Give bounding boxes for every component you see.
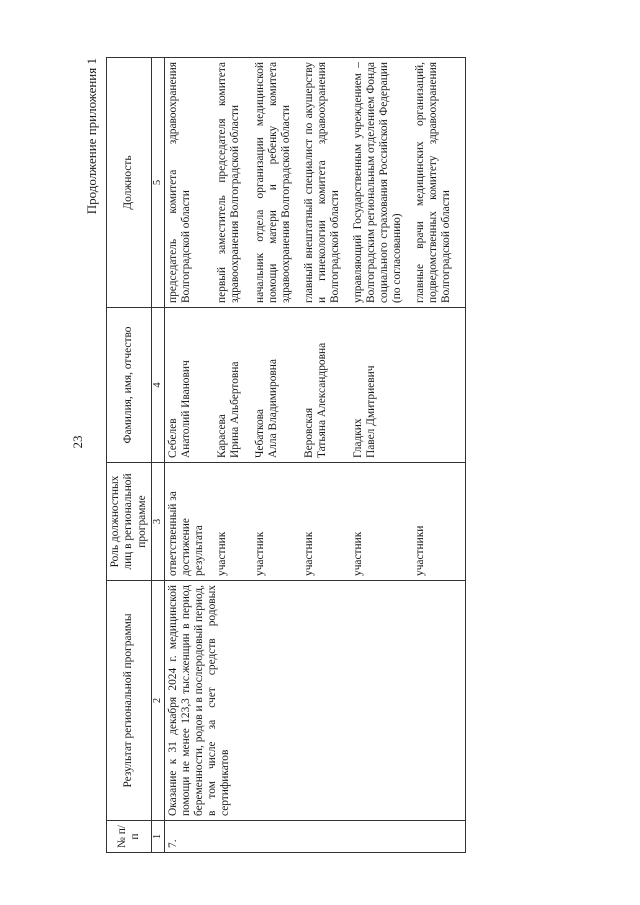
position-text: начальник отдела организации медицинской помощи матери и ребенку комитета здравоохранения Волгоградской области [254,62,293,303]
role-text: участники [414,525,426,576]
page-number: 23 [70,435,85,449]
table-row [165,58,466,853]
row-result: Оказание к 31 декабря 2024 г. медицинской помощи не менее 123,3 тыс.женщин в период беременности, родов и в послеродовый период, в том числе за счет средств родовых сертификатов [165,581,466,821]
column-number: 4 [152,308,165,463]
role-text: участник [216,531,228,576]
header-number: № п/п [107,821,152,853]
table-header-row [107,58,152,853]
header-role: Роль должностных лиц в региональной программе [107,463,152,581]
position-text: главный внештатный специалист по акушерству и гинекологии комитета здравоохранения Волгоградской области [303,62,342,303]
role-text: участник [254,531,266,576]
position-text: управляющий Государственным учреждением – Волгоградским региональным отделением Фонда социального страхования Российской Федерации (по согласованию) [352,62,404,303]
document-sheet [82,58,622,853]
header-result: Результат региональной программы [107,581,152,821]
person-surname: Чебаткова [254,409,266,458]
column-number: 2 [152,581,165,821]
person-given-name: Ирина Альбертовна [229,361,242,458]
header-position: Должность [107,58,152,308]
person-surname: Веровская [303,407,315,458]
column-number-row [152,58,165,853]
person-name [254,312,293,458]
row-number: 7. [165,821,466,853]
person-name [167,312,206,458]
position-text: первый заместитель председателя комитета здравоохранения Волгоградской области [216,62,242,303]
role-text: участник [352,531,364,576]
column-number: 5 [152,58,165,308]
person-given-name: Павел Дмитриевич [365,365,378,458]
column-number: 1 [152,821,165,853]
person-name [414,312,453,458]
header-full-name: Фамилия, имя, отчество [107,308,152,463]
positions-cell [165,58,466,308]
person-given-name: Татьяна Александровна [316,342,329,458]
person-name [303,312,342,458]
roles-cell [165,463,466,581]
appendix-continuation-note: Продолжение приложения 1 [84,58,99,215]
person-surname: Гладких [352,418,364,458]
person-surname: Карасева [216,414,228,458]
person-name [352,312,404,458]
position-text: председатель комитета здравоохранения Волгоградской области [167,62,193,303]
role-text: ответственный за достижение результата [167,491,206,576]
names-cell [165,308,466,463]
regional-program-table [106,57,466,853]
position-text: главные врачи медицинских организаций, подведомственных комитету здравоохранения Волгоградской области [414,62,453,303]
person-surname: Себелев [167,418,179,458]
person-given-name: Алла Владимировна [267,359,280,458]
person-name [216,312,244,458]
column-number: 3 [152,463,165,581]
person-given-name: Анатолий Иванович [180,360,193,458]
role-text: участник [303,531,315,576]
